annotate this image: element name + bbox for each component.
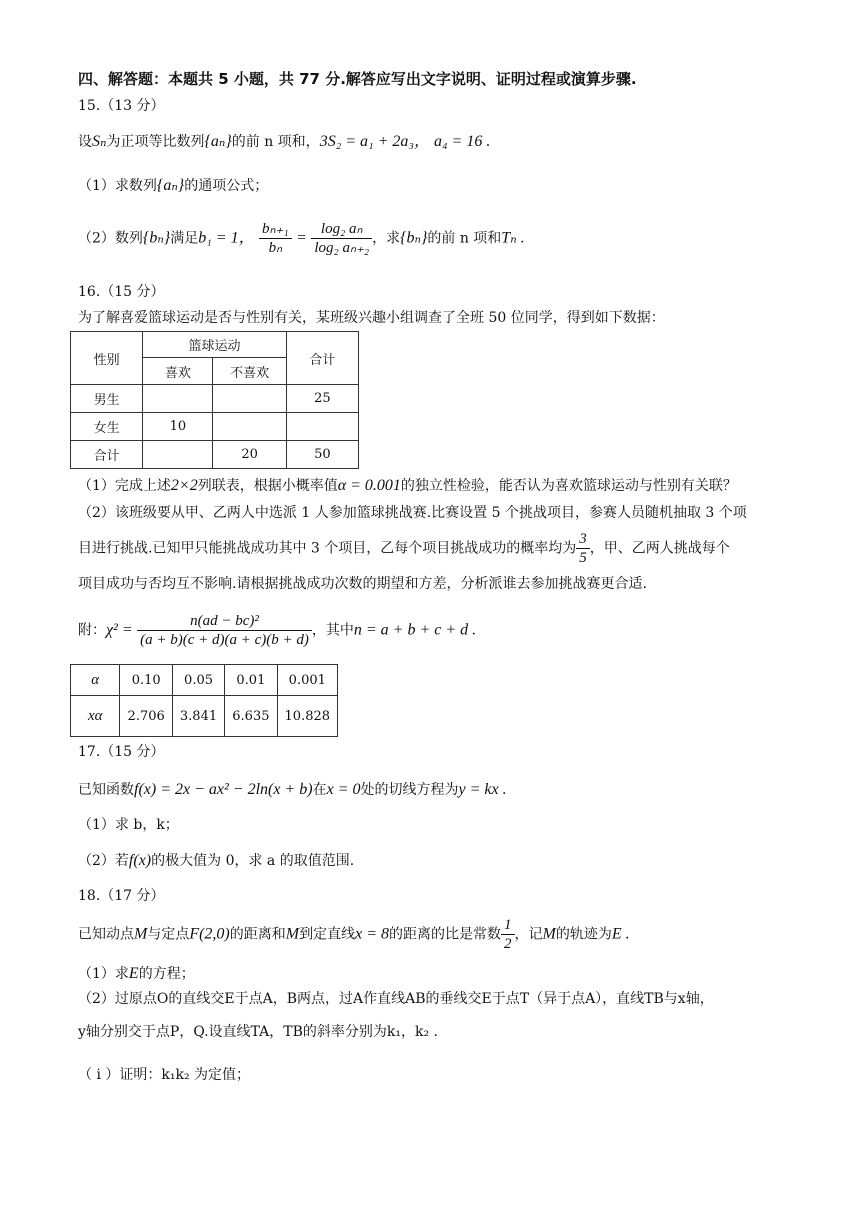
q16-part2-line3: 项目成功与否均互不影响.请根据挑战成功次数的期望和方差，分析派谁去参加挑战赛更合适. <box>78 576 647 592</box>
q18-ratio-num: 1 <box>501 916 515 935</box>
chi-den: (a + b)(c + d)(a + c)(b + d) <box>140 632 309 648</box>
q15-stem-text1: 为正项等比数列 <box>106 134 205 150</box>
cell-like <box>143 441 213 469</box>
cell-like <box>143 385 213 413</box>
q17-stem-b: 在 <box>312 782 327 798</box>
q15-frac-b-den: bₙ <box>268 240 283 256</box>
q15-stem-math1: Sₙ <box>92 133 107 150</box>
q15-stem-math3: 3S₂ = a₁ + 2a₃， a₄ = 16 . <box>319 133 491 150</box>
q18-stem-m6: E . <box>611 925 630 943</box>
table-row <box>71 413 359 441</box>
table-row <box>71 665 338 696</box>
q16-part2-line2a: 目进行挑战.已知甲只能挑战成功其中 3 个项目，乙每个项目挑战成功的概率均为 <box>78 540 577 557</box>
q15-part2-text1: 满足 <box>170 230 199 247</box>
appendix-label: 附： <box>78 622 106 639</box>
q16-appendix <box>78 612 476 649</box>
q15-number: 15.（13 分） <box>78 98 165 114</box>
q18-number: 18.（17 分） <box>78 888 165 904</box>
q18-stem-e: 的距离的比是常数 <box>389 926 501 943</box>
q16-prob-num: 3 <box>576 530 590 549</box>
row-label: 合计 <box>71 441 143 469</box>
q18-stem-d: 到定直线 <box>299 926 356 943</box>
q15-part1 <box>78 176 268 195</box>
q15-part2-math1: {bₙ} <box>142 229 171 247</box>
table-row <box>71 441 359 469</box>
q17-stem <box>78 780 507 799</box>
q15-stem-prefix: 设 <box>78 134 92 150</box>
q15-part1-label: （1）求数列 <box>78 178 157 194</box>
q17-part2 <box>78 851 354 870</box>
q16-part2-line1: （2）该班级要从甲、乙两人中选派 1 人参加篮球挑战赛.比赛设置 5 个挑战项目，参赛人员随机抽取 3 个项 <box>78 505 747 521</box>
q16-part1-m1: 2×2 <box>170 477 198 494</box>
alpha-cell: 0.10 <box>120 665 172 696</box>
th-like: 喜欢 <box>143 358 213 385</box>
q18-stem-m1: M <box>134 925 148 943</box>
q18-stem-m2: F(2,0) <box>189 925 230 943</box>
q16-part2-line2b: ，甲、乙两人挑战每个 <box>589 540 730 557</box>
q18-sub-i: （ i ）证明：k₁k₂ 为定值； <box>78 1067 251 1083</box>
q18-stem-b: 与定点 <box>147 926 190 943</box>
row-label: 男生 <box>71 385 143 413</box>
alpha-cell: 0.01 <box>225 665 277 696</box>
q15-part2-math2: b₁ = 1， <box>198 229 255 247</box>
q15-part1-math: {aₙ} <box>156 177 185 194</box>
q16-stem: 为了解喜爱篮球运动是否与性别有关，某班级兴趣小组调查了全班 50 位同学，得到如下数据： <box>78 310 665 326</box>
q15-frac-b-num: bₙ₊₁ <box>259 220 292 239</box>
q18-part2-line2: y轴分别交于点P，Q.设直线TA，TB的斜率分别为k₁，k₂ . <box>78 1024 438 1040</box>
q17-part1: （1）求 b，k； <box>78 817 179 833</box>
chi-n: n = a + b + c + d . <box>353 621 477 639</box>
th-gender: 性别 <box>71 332 143 385</box>
cell-dislike <box>213 385 286 413</box>
q16-part2-line2 <box>78 530 730 567</box>
q18-stem-m5: M <box>542 925 556 943</box>
q16-part1-b: 列联表，根据小概率值 <box>197 478 338 494</box>
q18-stem-m3: M <box>285 925 300 943</box>
th-total: 合计 <box>286 332 358 385</box>
q15-part2 <box>78 220 525 257</box>
cell-total: 50 <box>286 441 358 469</box>
x-cell: 6.635 <box>225 696 277 737</box>
q17-stem-m2: x = 0 <box>326 781 361 798</box>
q16-part1-c: 的独立性检验，能否认为喜欢篮球运动与性别有关联？ <box>400 478 737 494</box>
q15-part2-text2: ，求 <box>372 230 401 247</box>
q18-stem-a: 已知动点 <box>78 926 134 943</box>
critical-value-table <box>70 664 338 737</box>
q15-part1-text: 的通项公式； <box>184 178 269 194</box>
x-cell: 2.706 <box>120 696 172 737</box>
table-row <box>71 696 338 737</box>
q15-frac-b <box>259 220 292 257</box>
q18-ratio-frac <box>501 916 515 953</box>
q18-part1 <box>78 964 195 983</box>
q15-stem-text2: 的前 n 项和， <box>231 134 320 150</box>
x-cell: 3.841 <box>172 696 224 737</box>
q18-stem-f: ，记 <box>514 926 543 943</box>
q15-frac-log-num: log₂ aₙ <box>311 220 372 239</box>
alpha-cell: 0.05 <box>172 665 224 696</box>
q17-stem-m3: y = kx . <box>458 781 507 798</box>
x-cell: 10.828 <box>277 696 337 737</box>
cell-like: 10 <box>143 413 213 441</box>
alpha-header: α <box>71 665 120 696</box>
q15-part2-math3: {bₙ} <box>400 229 428 247</box>
q18-stem <box>78 916 630 953</box>
q15-part2-label: （2）数列 <box>78 230 143 247</box>
q15-stem <box>78 132 490 151</box>
chi-num: n(ad − bc)² <box>137 612 312 631</box>
cell-total <box>286 413 358 441</box>
q17-part2-m: f(x) <box>128 852 152 869</box>
alpha-cell: 0.001 <box>277 665 337 696</box>
cell-dislike: 20 <box>213 441 286 469</box>
section-title: 四、解答题：本题共 5 小题，共 77 分.解答应写出文字说明、证明过程或演算步骤. <box>78 70 637 88</box>
q16-part1-a: （1）完成上述 <box>78 478 171 494</box>
q18-stem-m4: x = 8 <box>355 925 389 943</box>
q16-prob-den: 5 <box>579 550 587 566</box>
q15-frac-log <box>311 220 372 257</box>
q16-number: 16.（15 分） <box>78 284 165 300</box>
chi-frac <box>137 612 312 649</box>
q17-number: 17.（15 分） <box>78 744 165 760</box>
cell-dislike <box>213 413 286 441</box>
q15-stem-math2: {aₙ} <box>204 133 232 150</box>
cell-total: 25 <box>286 385 358 413</box>
chi-tail: ，其中 <box>311 622 354 639</box>
q18-part1-b: 的方程； <box>138 966 195 982</box>
q18-part2-line1: （2）过原点O的直线交E于点A，B两点，过A作直线AB的垂线交E于点T（异于点A），直线TB与x轴， <box>78 991 714 1007</box>
row-label: 女生 <box>71 413 143 441</box>
x-alpha-header: xα <box>71 696 120 737</box>
contingency-table <box>70 331 359 469</box>
q18-stem-c: 的距离和 <box>229 926 286 943</box>
q18-part1-a: （1）求 <box>78 966 129 982</box>
q15-part2-math4: Tₙ . <box>501 229 525 247</box>
th-sport: 篮球运动 <box>143 332 287 358</box>
q17-stem-a: 已知函数 <box>78 782 134 798</box>
q16-prob-frac <box>576 530 590 567</box>
q15-part2-eq: = <box>296 229 307 247</box>
q17-stem-c: 处的切线方程为 <box>360 782 459 798</box>
table-row <box>71 385 359 413</box>
q16-part1-m2: α = 0.001 <box>337 477 401 494</box>
chi-lhs: χ² = <box>106 621 133 639</box>
q17-stem-m1: f(x) = 2x − ax² − 2ln(x + b) <box>134 781 313 798</box>
q18-part1-m: E <box>128 965 139 982</box>
q15-frac-log-den: log₂ aₙ₊₂ <box>314 240 370 256</box>
q18-ratio-den: 2 <box>504 936 512 952</box>
q17-part2-a: （2）若 <box>78 853 129 869</box>
q15-part2-text3: 的前 n 项和 <box>427 230 502 247</box>
q17-part2-b: 的极大值为 0，求 a 的取值范围. <box>151 853 355 869</box>
th-dislike: 不喜欢 <box>213 358 286 385</box>
q18-stem-g: 的轨迹为 <box>555 926 612 943</box>
q16-part1 <box>78 476 737 495</box>
